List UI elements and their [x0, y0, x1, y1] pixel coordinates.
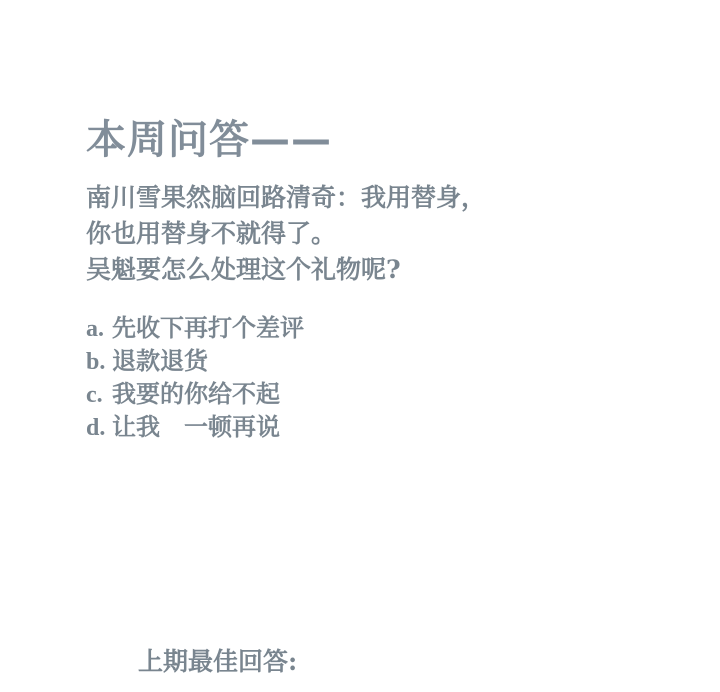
question-line-3: 吴魁要怎么处理这个礼物呢? — [86, 255, 401, 284]
question-line-2: 你也用替身不就得了。 — [86, 219, 337, 248]
option-c-label: 我要的你给不起 — [112, 379, 280, 408]
option-a — [86, 312, 646, 345]
option-d — [86, 411, 646, 444]
option-b — [86, 345, 646, 378]
option-c — [86, 378, 646, 411]
question-block — [86, 180, 646, 288]
option-b-label: 退款退货 — [112, 346, 208, 375]
option-c-letter: c. — [86, 382, 103, 408]
option-a-label: 先收下再打个差评 — [112, 313, 304, 342]
option-d-letter: d. — [86, 415, 106, 441]
option-d-label: 让我 一顿再说 — [112, 412, 280, 441]
page-title: 本周问答—— — [86, 117, 332, 163]
option-b-letter: b. — [86, 349, 106, 375]
question-line-1: 南川雪果然脑回路清奇：我用替身， — [86, 183, 487, 212]
best-answer-label: 上期最佳回答: — [138, 647, 298, 676]
option-a-letter: a. — [86, 316, 104, 342]
options-list — [86, 312, 646, 444]
